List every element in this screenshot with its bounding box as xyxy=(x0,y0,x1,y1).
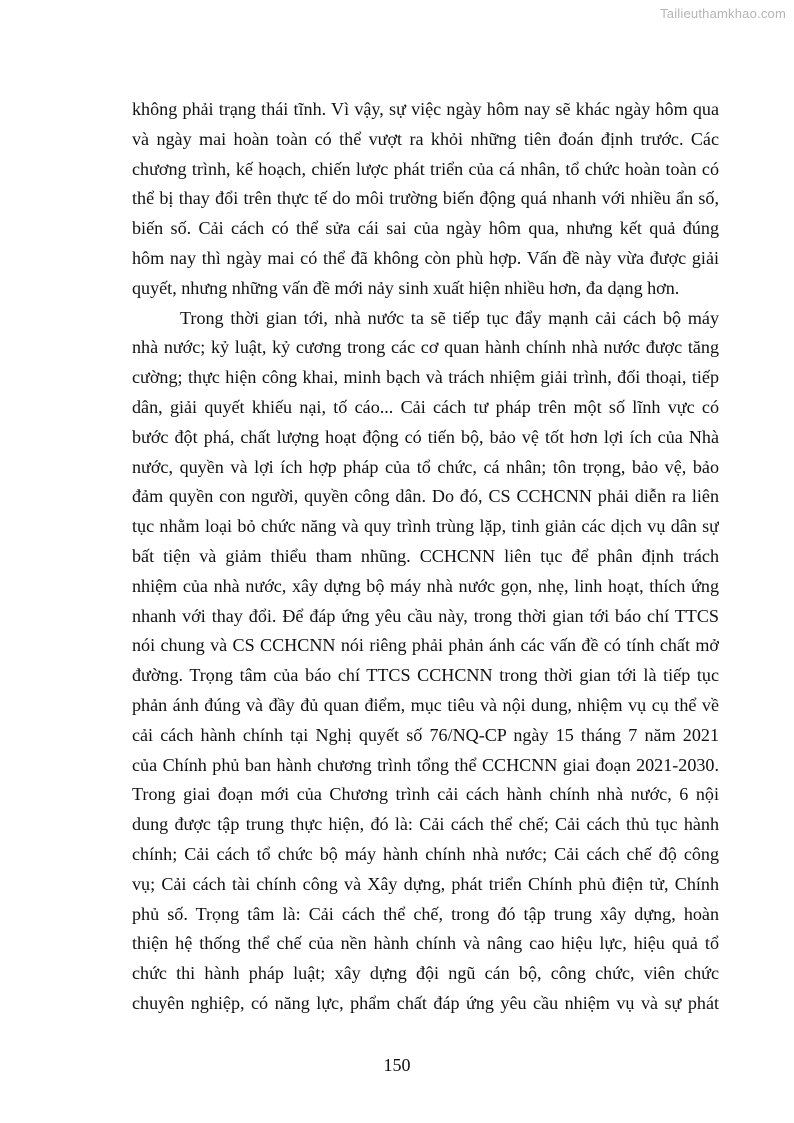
page-number: 150 xyxy=(383,1055,411,1075)
text-line: bất tiện và giảm thiểu tham nhũng. CCHCNN liên tục để phân định trách xyxy=(132,545,719,566)
text-line: của Chính phủ ban hành chương trình tổng thể CCHCNN giai đoạn 2021-2030. xyxy=(132,754,719,775)
text-line: hôm nay thì ngày mai có thể đã không còn phù hợp. Vấn đề này vừa được giải xyxy=(132,247,719,268)
text-line: chính; Cải cách tổ chức bộ máy hành chính nhà nước; Cải cách chế độ công xyxy=(132,843,719,864)
text-line: vụ; Cải cách tài chính công và Xây dựng, phát triển Chính phủ điện tử, Chính xyxy=(132,873,719,894)
text-line: không phải trạng thái tĩnh. Vì vậy, sự việc ngày hôm nay sẽ khác ngày hôm qua xyxy=(132,99,719,119)
text-line: Trong giai đoạn mới của Chương trình cải cách hành chính nhà nước, 6 nội xyxy=(132,784,719,805)
paragraph-last-line: quyết, nhưng những vấn đề mới nảy sinh xuất hiện nhiều hơn, đa dạng hơn. xyxy=(132,277,680,298)
text-line: đảm quyền con người, quyền công dân. Do đó, CS CCHCNN phải diễn ra liên xyxy=(132,486,719,507)
text-line: chuyên nghiệp, có năng lực, phẩm chất đáp ứng yêu cầu nhiệm vụ và sự phát xyxy=(132,992,719,1013)
text-line: nhà nước; kỷ luật, kỷ cương trong các cơ quan hành chính nhà nước được tăng xyxy=(132,337,719,358)
text-line: cường; thực hiện công khai, minh bạch và trách nhiệm giải trình, đối thoại, tiếp xyxy=(132,367,719,388)
text-line: tục nhằm loại bỏ chức năng và quy trình trùng lặp, tinh giản các dịch vụ dân sự xyxy=(132,516,719,537)
text-line: bước đột phá, chất lượng hoạt động có tiến bộ, bảo vệ tốt hơn lợi ích của Nhà xyxy=(132,426,719,447)
text-line: phủ số. Trọng tâm là: Cải cách thể chế, trong đó tập trung xây dựng, hoàn xyxy=(132,903,719,924)
text-line: chức thi hành pháp luật; xây dựng đội ngũ cán bộ, công chức, viên chức xyxy=(132,963,719,984)
text-line: phản ánh đúng và đầy đủ quan điểm, mục tiêu và nội dung, nhiệm vụ cụ thể về xyxy=(132,694,719,715)
text-line: biến số. Cải cách có thể sửa cái sai của ngày hôm qua, nhưng kết quả đúng xyxy=(132,218,719,239)
paragraph-first-line: Trong thời gian tới, nhà nước ta sẽ tiếp tục đẩy mạnh cải cách bộ máy xyxy=(180,307,719,328)
text-line: thể bị thay đổi trên thực tế do môi trường biến động quá nhanh với nhiều ẩn số, xyxy=(132,188,719,209)
text-line: cải cách hành chính tại Nghị quyết số 76/NQ-CP ngày 15 tháng 7 năm 2021 xyxy=(132,724,719,745)
text-line: đường. Trọng tâm của báo chí TTCS CCHCNN trong thời gian tới là tiếp tục xyxy=(132,665,719,686)
text-line: dân, giải quyết khiếu nại, tố cáo... Cải cách tư pháp trên một số lĩnh vực có xyxy=(132,396,719,417)
text-line: nói chung và CS CCHCNN nói riêng phải phản ánh các vấn đề có tính chất mở xyxy=(132,635,719,656)
text-line: nước, quyền và lợi ích hợp pháp của tổ chức, cá nhân; tôn trọng, bảo vệ, bảo xyxy=(132,456,719,477)
document-body xyxy=(132,95,719,1019)
text-line: dung được tập trung thực hiện, đó là: Cải cách thể chế; Cải cách thủ tục hành xyxy=(132,814,719,835)
text-line: và ngày mai hoàn toàn có thể vượt ra khỏi những tiên đoán định trước. Các xyxy=(132,128,719,149)
text-line: nhiệm của nhà nước, xây dựng bộ máy nhà nước gọn, nhẹ, linh hoạt, thích ứng xyxy=(132,575,719,596)
text-line: thiện hệ thống thể chế của nền hành chính và nâng cao hiệu lực, hiệu quả tổ xyxy=(132,933,719,954)
text-line: chương trình, kế hoạch, chiến lược phát triển của cá nhân, tổ chức hoàn toàn có xyxy=(132,158,719,179)
watermark-text: Tailieuthamkhao.com xyxy=(660,6,786,21)
text-line: nhanh với thay đổi. Để đáp ứng yêu cầu này, trong thời gian tới báo chí TTCS xyxy=(132,605,719,626)
